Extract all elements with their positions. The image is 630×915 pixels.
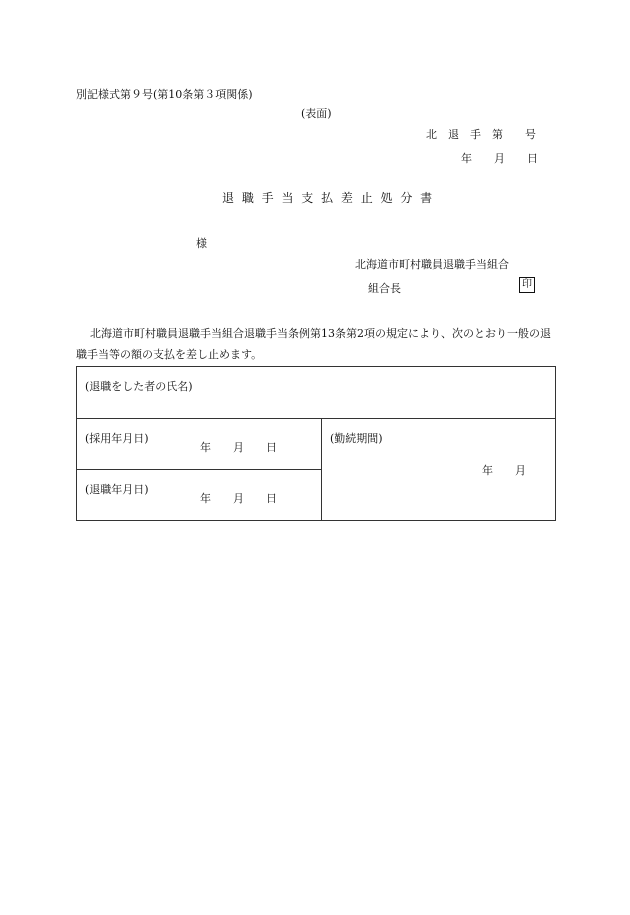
issuer-title: 組合長	[368, 282, 401, 295]
form-reference: 別記様式第９号(第10条第３項関係)	[76, 88, 253, 101]
retire-date-label: (退職年月日)	[85, 483, 149, 496]
hire-date-cell	[77, 419, 322, 470]
hire-date-label: (採用年月日)	[85, 432, 149, 445]
retire-date-cell	[77, 470, 322, 520]
document-number: 北 退 手 第 号	[426, 128, 536, 141]
name-cell	[77, 367, 555, 419]
retire-date-value: 年 月 日	[200, 492, 277, 505]
info-table	[76, 366, 556, 521]
recipient-honorific: 様	[196, 237, 207, 250]
service-period-label: (勤続期間)	[330, 432, 383, 445]
issuer-organization: 北海道市町村職員退職手当組合	[355, 258, 509, 271]
document-date: 年 月 日	[461, 152, 538, 165]
side-label: (表面)	[301, 107, 332, 120]
body-paragraph: 北海道市町村職員退職手当組合退職手当条例第13条第2項の規定により、次のとおり一般の退職手当等の額の支払を差し止めます。	[76, 327, 551, 361]
service-period-value: 年 月	[482, 464, 526, 477]
document-title: 退 職 手 当 支 払 差 止 処 分 書	[222, 191, 435, 205]
hire-date-value: 年 月 日	[200, 441, 277, 454]
seal-mark: 印	[519, 277, 535, 293]
service-period-cell	[322, 419, 555, 520]
name-label: (退職をした者の氏名)	[85, 380, 193, 393]
